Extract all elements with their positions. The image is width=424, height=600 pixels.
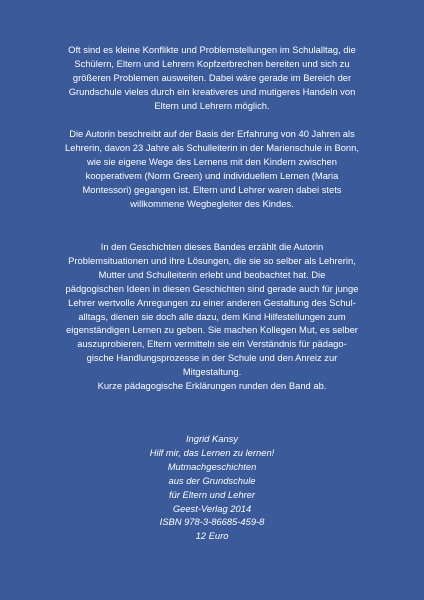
text-line: Eltern und Lehrern möglich. bbox=[154, 99, 270, 111]
text-line: Oft sind es kleine Konflikte und Problemstellungen im Schulalltag, die bbox=[68, 44, 356, 55]
text-line: auszuprobieren, Eltern vermitteln sie ein Verständnis für pädago- bbox=[77, 338, 347, 350]
text-line: Grundschule vieles durch ein kreativeres und mutigeres Handeln von bbox=[68, 85, 356, 97]
colophon bbox=[40, 432, 384, 543]
stories-paragraph bbox=[40, 240, 384, 393]
publisher: Geest-Verlag 2014 bbox=[172, 502, 252, 514]
book-subtitle: aus der Grundschule bbox=[168, 474, 256, 486]
text-line: Problemsituationen und ihre Lösungen, die sie so selber als Lehrerin, bbox=[68, 254, 356, 266]
author-name: Ingrid Kansy bbox=[185, 433, 239, 444]
text-line: Kurze pädagogische Erklärungen runden den Band ab. bbox=[97, 380, 327, 392]
text-line: Montessori) gegangen ist. Eltern und Lehrer waren dabei stets bbox=[82, 183, 342, 195]
book-subtitle: Mutmachgeschichten bbox=[167, 460, 257, 472]
text-line: Die Autorin beschreibt auf der Basis der Erfahrung von 40 Jahren als bbox=[69, 128, 355, 139]
text-line: kooperativem (Norm Green) und individuellem Lernen (Maria bbox=[85, 169, 339, 181]
text-line: pädgogischen Ideen in diesen Geschichten sind gerade auch für junge bbox=[65, 282, 359, 294]
intro-paragraph bbox=[40, 43, 384, 113]
text-line: größeren Problemen ausweiten. Dabei wäre gerade im Bereich der bbox=[72, 71, 352, 83]
text-line: eigenständigen Lernen zu geben. Sie machen Kollegen Mut, es selber bbox=[66, 324, 358, 336]
text-line: Lehrerin, davon 23 Jahre als Schulleiterin in der Marienschule in Bonn, bbox=[65, 141, 359, 153]
text-line: wie sie eigene Wege des Lernens mit den Kindern zwischen bbox=[87, 155, 337, 167]
text-line: Schülern, Eltern und Lehrern Kopfzerbrechen bereiten und sich zu bbox=[74, 57, 350, 69]
price: 12 Euro bbox=[195, 530, 229, 542]
text-line: Lehrer wertvolle Anregungen zu einer anderen Gestaltung des Schul- bbox=[68, 296, 356, 308]
text-line: willkommene Wegbegleiter des Kindes. bbox=[130, 197, 294, 209]
text-line: Mutter und Schulleiterin erlebt und beobachtet hat. Die bbox=[98, 268, 326, 280]
text-line: In den Geschichten dieses Bandes erzählt die Autorin bbox=[100, 241, 324, 252]
text-line: gische Handlungsprozesse in der Schule und den Anreiz zur bbox=[86, 352, 338, 364]
text-line: alltags, dienen sie doch alle dazu, dem Kind Hilfestellungen zum bbox=[78, 310, 346, 322]
book-subtitle: für Eltern und Lehrer bbox=[169, 488, 255, 500]
isbn: ISBN 978-3-86685-459-8 bbox=[159, 516, 265, 528]
book-title: Hilf mir, das Lernen zu lernen! bbox=[149, 446, 275, 458]
author-paragraph bbox=[40, 127, 384, 210]
text-line: Mitgestaltung. bbox=[182, 366, 242, 378]
